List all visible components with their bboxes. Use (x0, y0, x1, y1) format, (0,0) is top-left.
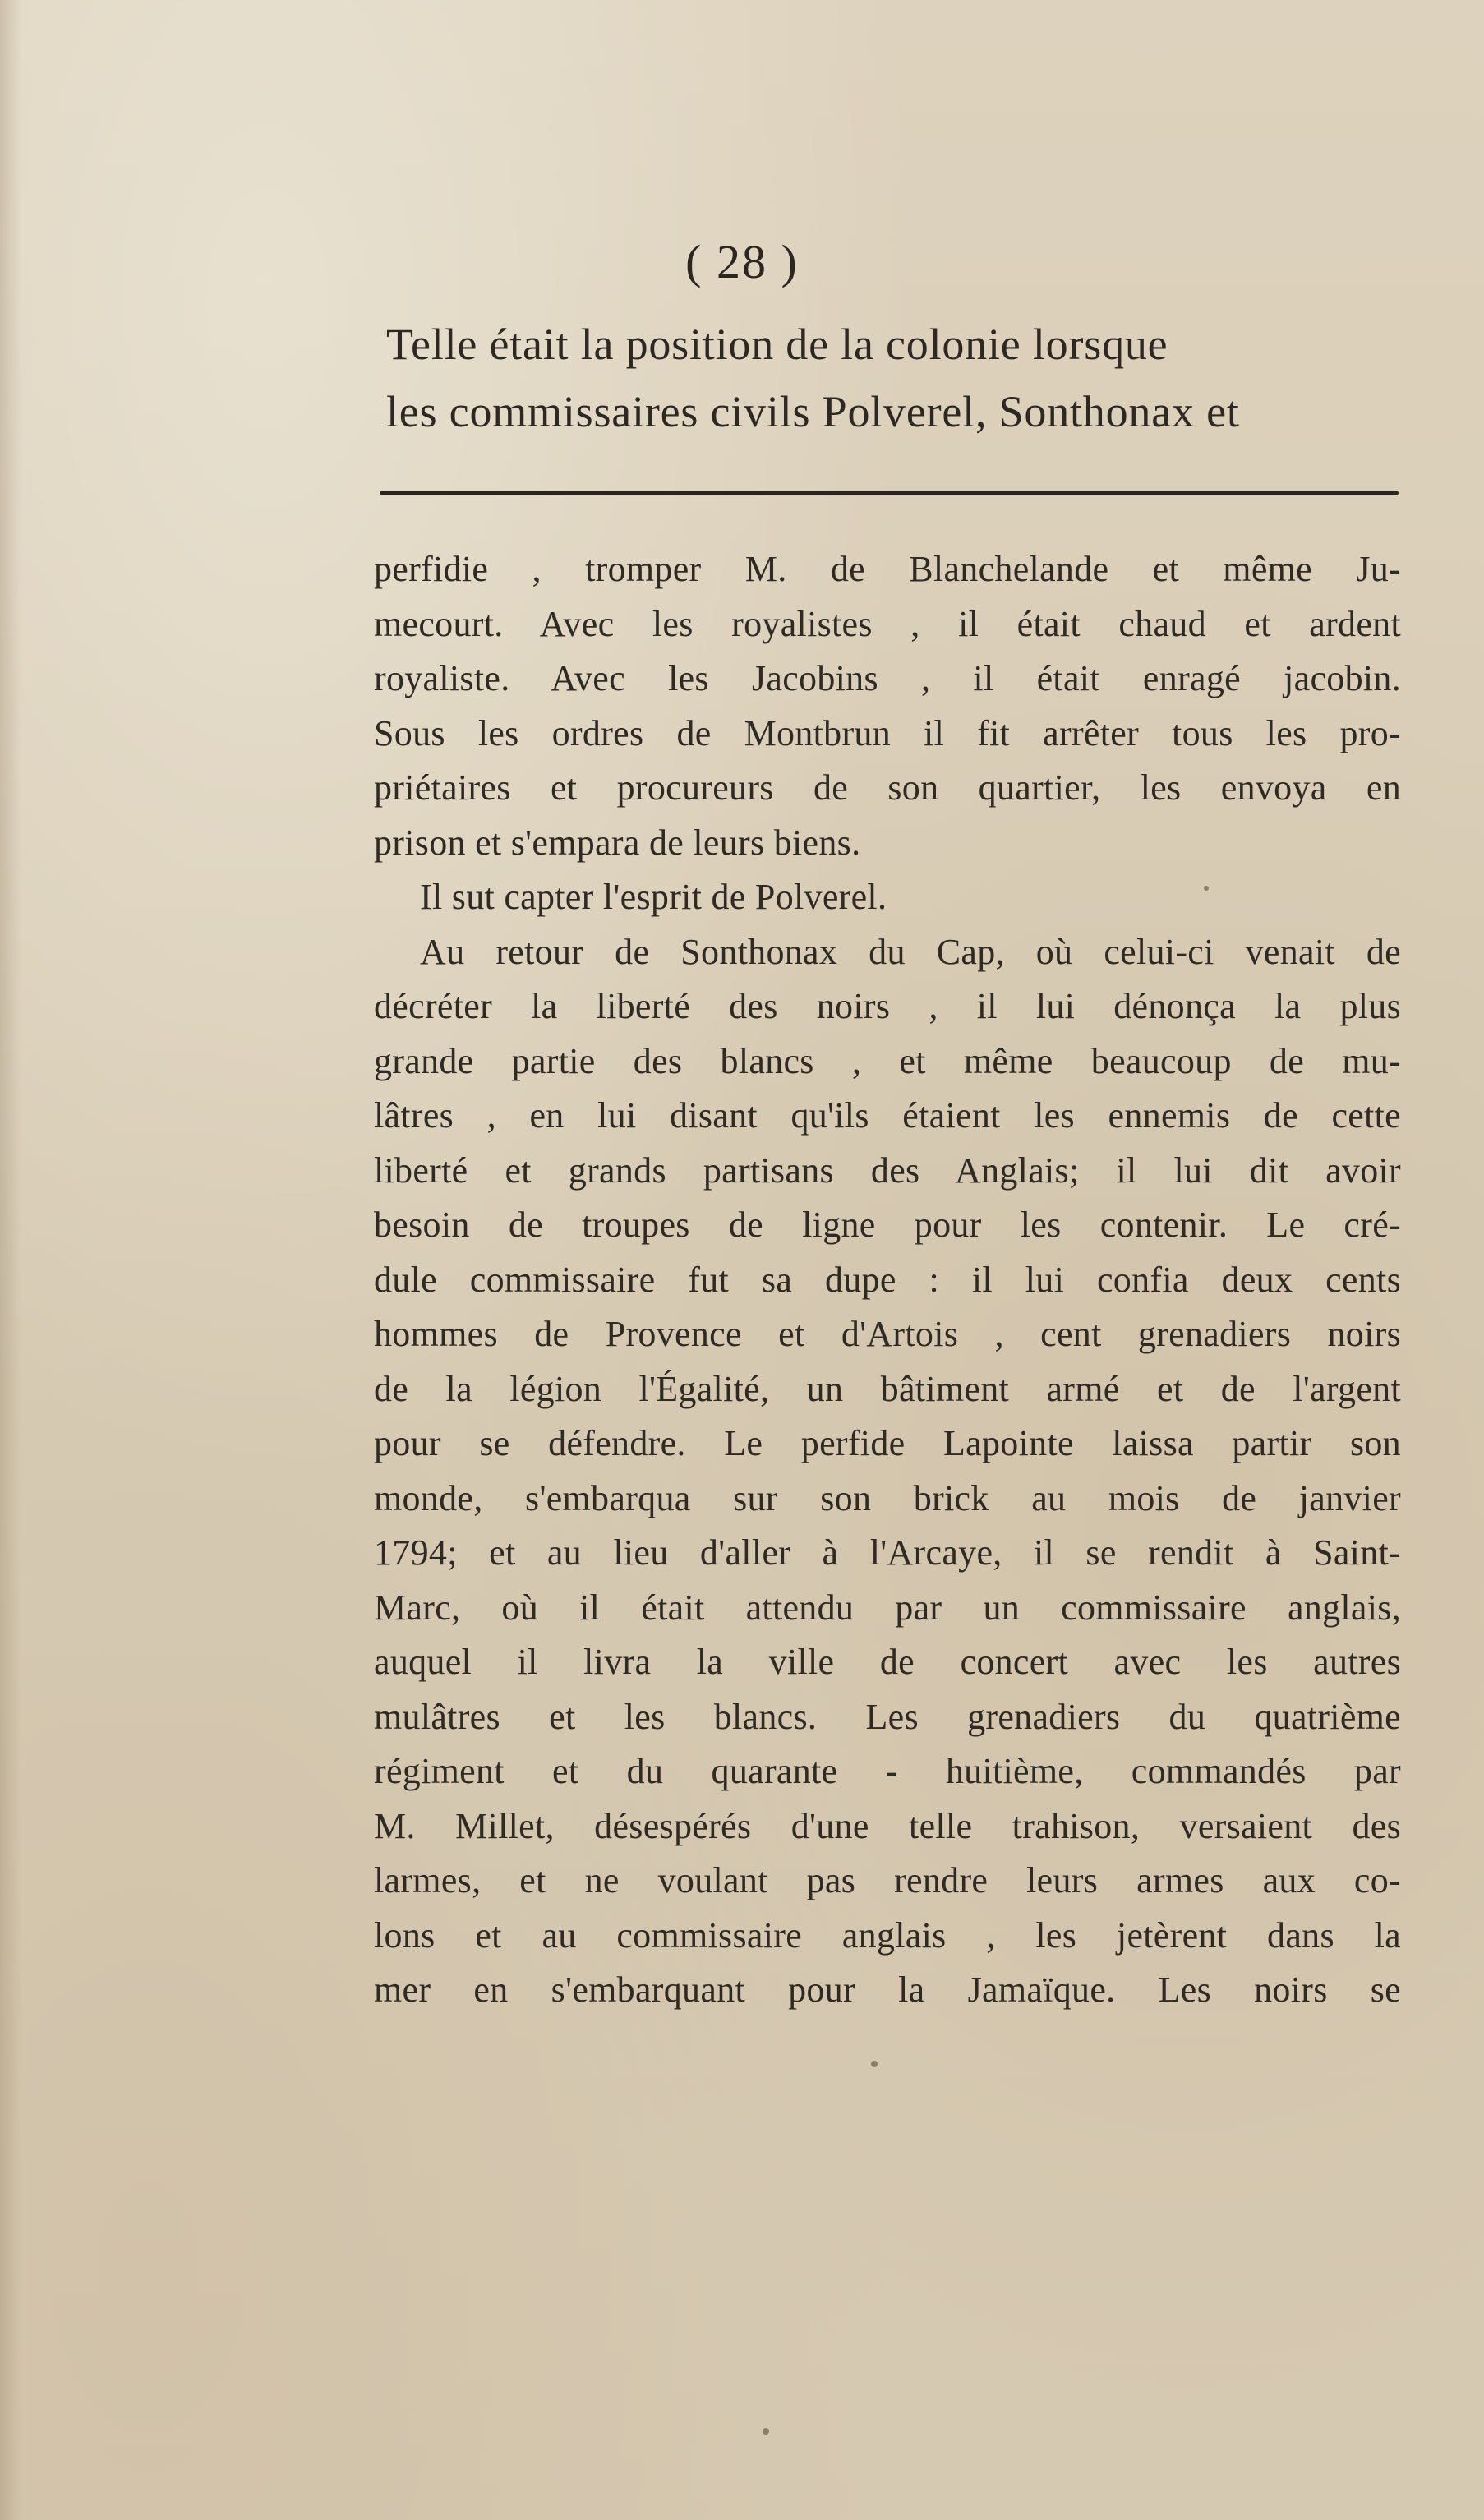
paper-speck (871, 2061, 878, 2067)
body-line: Marc, où il était attendu par un commissaire anglais, (374, 1587, 1401, 1628)
body-line: Sous les ordres de Montbrun il fit arrêter tous les pro- (374, 712, 1401, 753)
body-line: priétaires et procureurs de son quartier, les envoya en (374, 767, 1401, 808)
body-line: lâtres , en lui disant qu'ils étaient les ennemis de cette (374, 1095, 1401, 1136)
paper-speck (1204, 886, 1209, 891)
body-line: hommes de Provence et d'Artois , cent grenadiers noirs (374, 1314, 1401, 1354)
body-line: M. Millet, désespérés d'une telle trahison, versaient des (374, 1805, 1401, 1846)
header-line-1: Telle était la position de la colonie lorsque (386, 320, 1168, 369)
paper-speck (763, 2428, 769, 2435)
body-line: liberté et grands partisans des Anglais; il lui dit avoir (374, 1149, 1401, 1191)
page-number: ( 28 ) (685, 235, 799, 288)
body-line: pour se défendre. Le perfide Lapointe laissa partir son (374, 1423, 1401, 1463)
body-line: larmes, et ne voulant pas rendre leurs armes aux co- (374, 1860, 1401, 1900)
body-line: Il sut capter l'esprit de Polverel. (420, 877, 887, 917)
header-text (386, 311, 1405, 445)
body-line: besoin de troupes de ligne pour les contenir. Le cré- (374, 1205, 1401, 1245)
body-line: grande partie des blancs , et même beaucoup de mu- (374, 1040, 1401, 1081)
body-line: mer en s'embarquant pour la Jamaïque. Les noirs se (374, 1969, 1401, 2010)
body-line: auquel il livra la ville de concert avec les autres (374, 1642, 1401, 1682)
body-line: monde, s'embarqua sur son brick au mois de janvier (374, 1477, 1401, 1518)
header-line-2: les commissaires civils Polverel, Sonthonax et (386, 387, 1240, 436)
body-line: régiment et du quarante - huitième, commandés par (374, 1751, 1401, 1791)
body-line: prison et s'empara de leurs biens. (374, 822, 861, 863)
body-line: mulâtres et les blancs. Les grenadiers du quatrième (374, 1696, 1401, 1737)
body-line: royaliste. Avec les Jacobins , il était enragé jacobin. (374, 658, 1401, 698)
body-line: mecourt. Avec les royalistes , il était chaud et ardent (374, 603, 1401, 644)
horizontal-rule (380, 491, 1399, 495)
body-line: 1794; et au lieu d'aller à l'Arcaye, il se rendit à Saint- (374, 1532, 1401, 1573)
body-line: perfidie , tromper M. de Blanchelande et même Ju- (374, 549, 1401, 589)
body-line: lons et au commissaire anglais , les jetèrent dans la (374, 1914, 1401, 1956)
body-line: Au retour de Sonthonax du Cap, où celui-ci venait de (420, 931, 1401, 972)
body-line: dule commissaire fut sa dupe : il lui confia deux cents (374, 1259, 1401, 1300)
body-line: de la légion l'Égalité, un bâtiment armé et de l'argent (374, 1368, 1401, 1409)
body-text (374, 542, 1401, 2018)
page-edge-shadow (0, 0, 21, 2520)
body-line: décréter la liberté des noirs , il lui dénonça la plus (374, 986, 1401, 1026)
